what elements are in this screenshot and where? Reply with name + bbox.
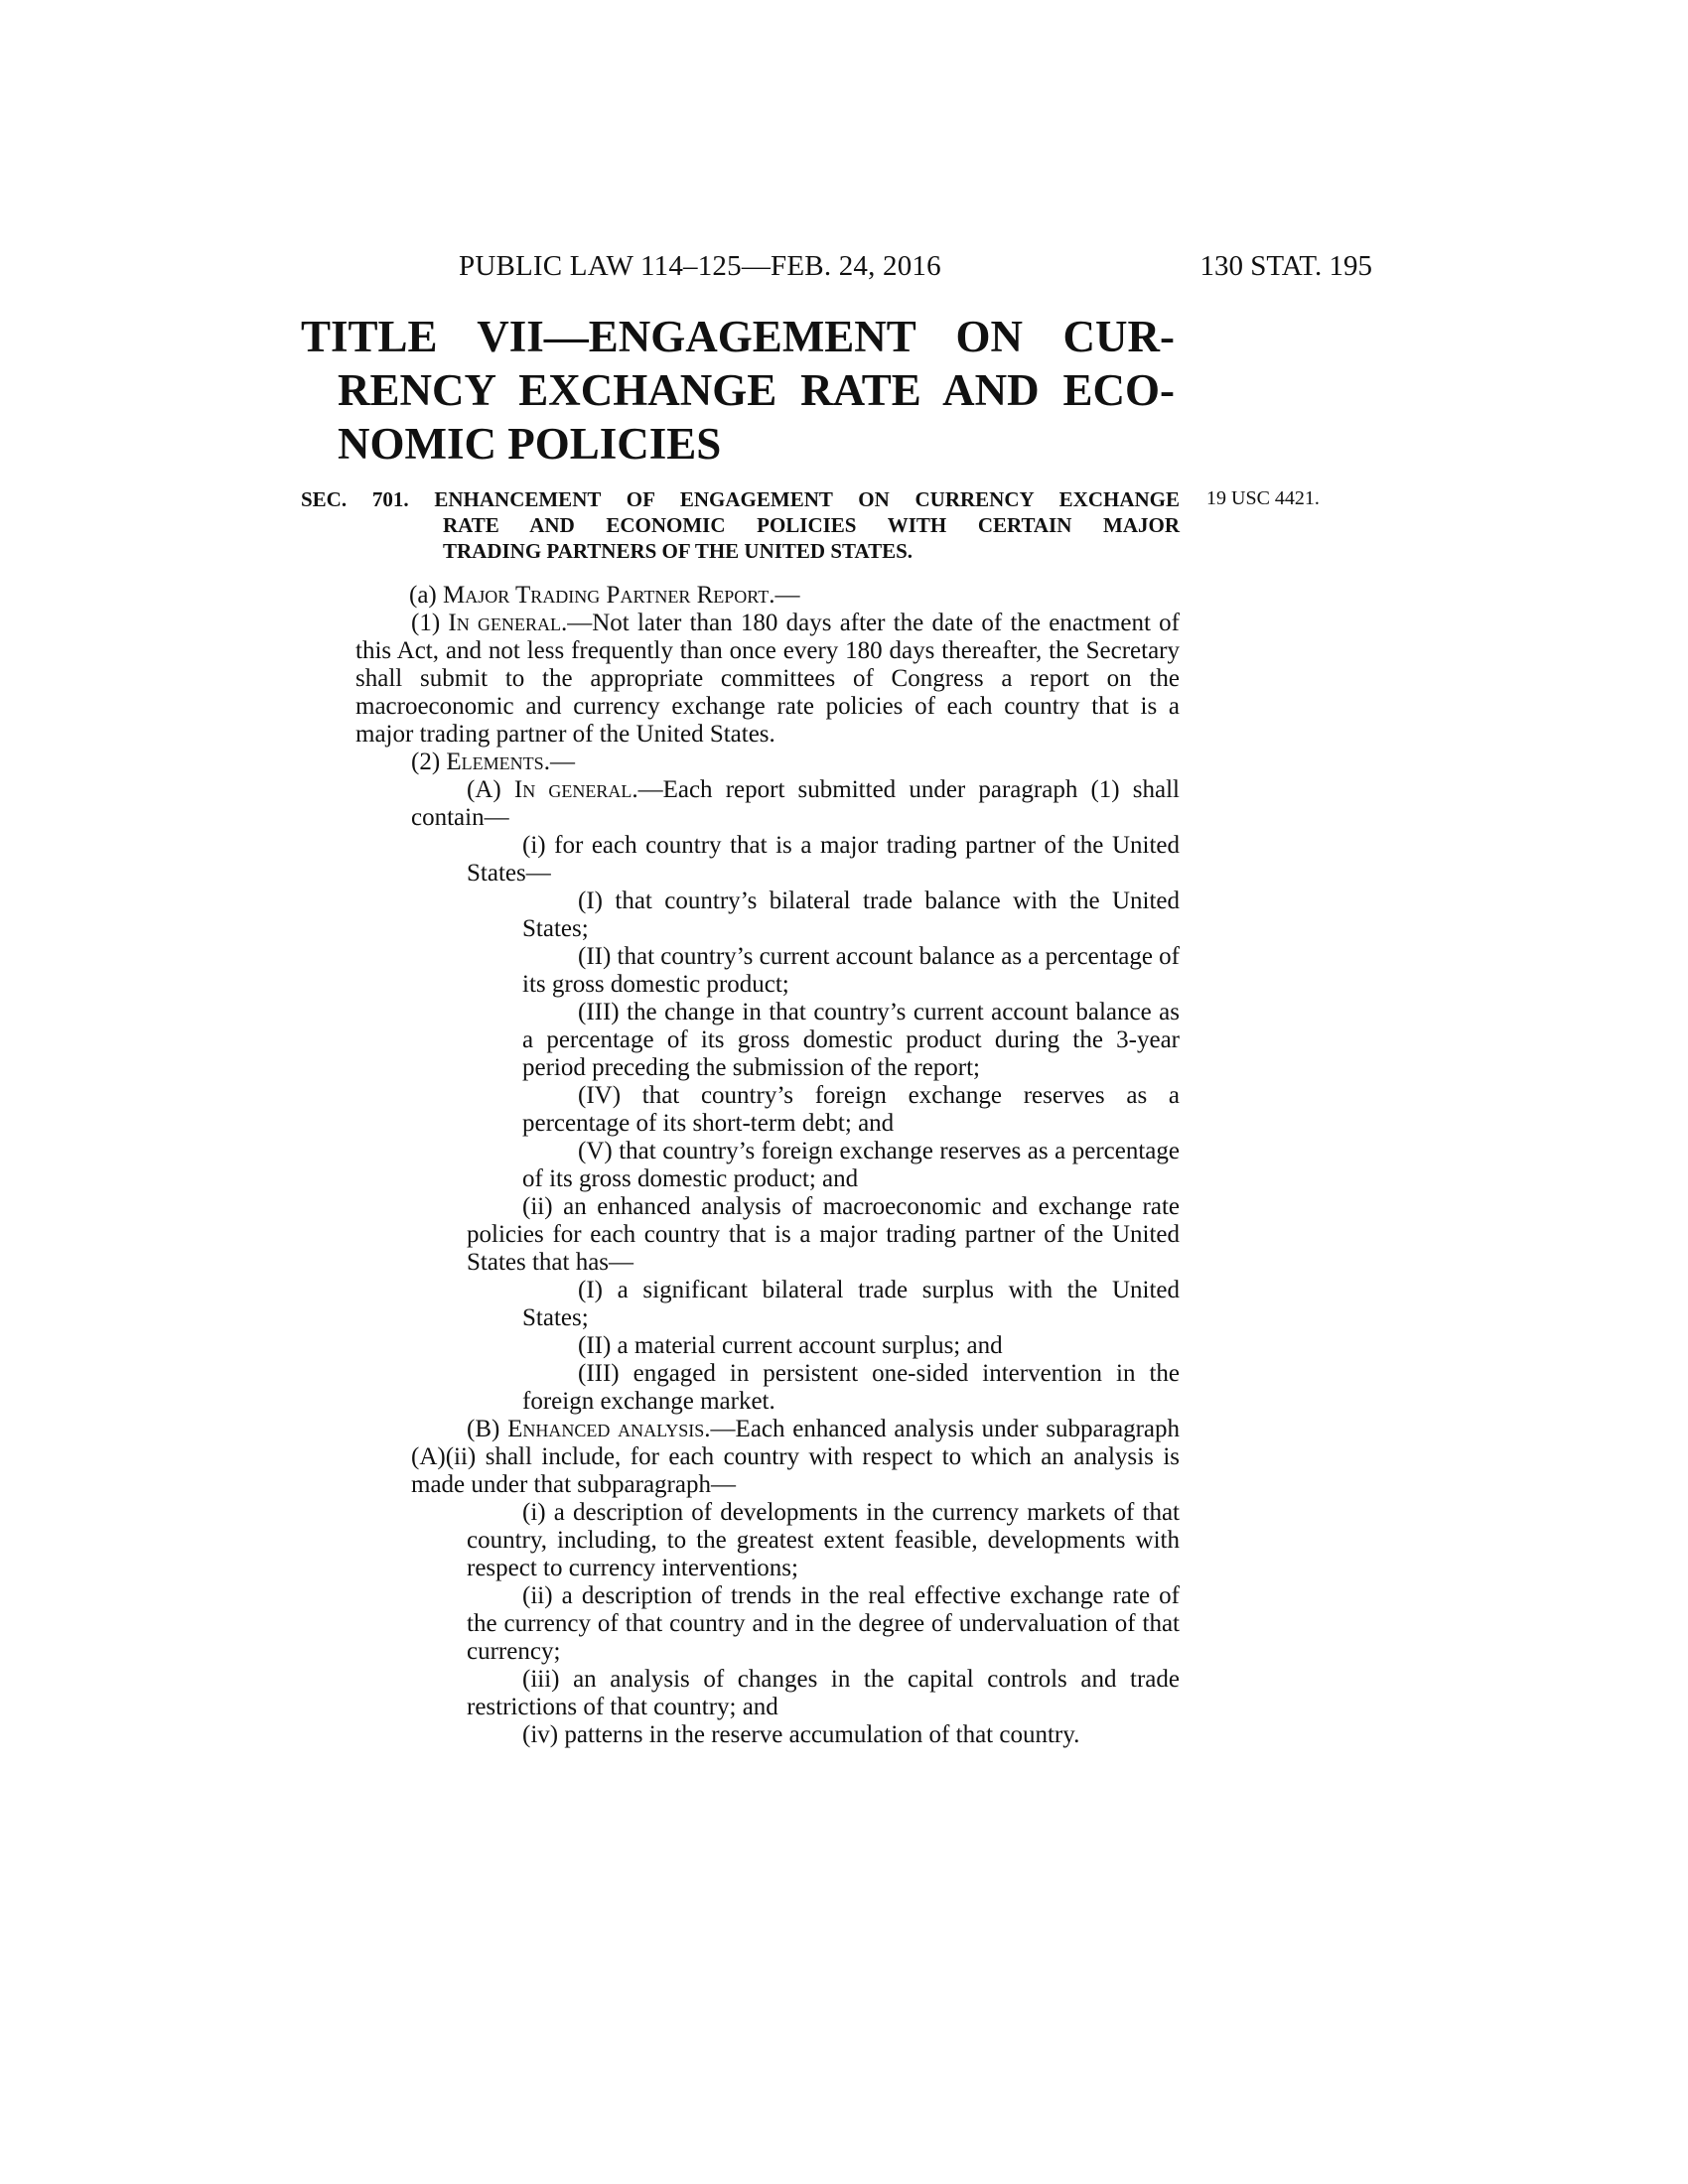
subsection-heading: Major Trading Partner Report [443, 582, 770, 609]
section-heading-line: RATE AND ECONOMIC POLICIES WITH CERTAIN MAJOR [443, 513, 1180, 537]
subsection-label: (a) [409, 582, 437, 609]
running-header: PUBLIC LAW 114–125—FEB. 24, 2016 [459, 250, 941, 282]
section-body [355, 582, 1180, 1749]
paragraph-2: (2) Elements.— [411, 749, 575, 775]
paragraph-heading: Elements [446, 749, 544, 775]
section-heading-line: SEC. 701. ENHANCEMENT OF ENGAGEMENT ON CURRENCY EXCHANGE [301, 487, 1180, 511]
subclause-V: (V) that country’s foreign exchange reserves as a percentage of its gross domestic product; and [522, 1138, 1180, 1192]
paragraph-label: (1) [411, 610, 441, 636]
subclause-II: (II) a material current account surplus; and [578, 1332, 1003, 1359]
clause-i: (i) for each country that is a major trading partner of the United States— [467, 832, 1180, 887]
clause-ii: (ii) a description of trends in the real effective exchange rate of the currency of that country and in the degree of undervaluation of that currency; [467, 1582, 1180, 1665]
subparagraph-text: Each enhanced analysis under subparagraph (A)(ii) shall include, for each country with respect to which an analysis is made under that subparagraph— [411, 1416, 1180, 1498]
section-heading [301, 486, 1180, 564]
clause-ii: (ii) an enhanced analysis of macroeconomic and exchange rate policies for each country that is a major trading partner of the United States that has— [467, 1193, 1180, 1276]
clause-i: (i) a description of developments in the currency markets of that country, including, to the greatest extent feasible, developments with respect to currency interventions; [467, 1499, 1180, 1581]
subsection-a: (a) Major Trading Partner Report.— [409, 582, 800, 609]
paragraph-heading: In general [448, 610, 561, 636]
page-number: 130 STAT. 195 [1199, 250, 1372, 282]
subclause-III: (III) the change in that country’s current account balance as a percentage of its gross domestic product during the 3-year period preceding the submission of the report; [522, 999, 1180, 1081]
paragraph-1: (1) In general.—Not later than 180 days after the date of the enactment of this Act, and not less frequently than once every 180 days thereafter, the Secretary shall submit to the appropriate committees of Congress a report on the macroeconomic and currency exchange rate policies of each country that is a major trading partner of the United States. [355, 610, 1181, 748]
subclause-I: (I) a significant bilateral trade surplus with the United States; [522, 1277, 1180, 1331]
clause-iii: (iii) an analysis of changes in the capital controls and trade restrictions of that country; and [467, 1666, 1180, 1720]
title-line: TITLE VII—ENGAGEMENT ON CUR- [301, 312, 1175, 361]
subclause-IV: (IV) that country’s foreign exchange reserves as a percentage of its short-term debt; and [522, 1082, 1180, 1137]
title-line: RENCY EXCHANGE RATE AND ECO- [338, 365, 1175, 415]
clause-iv: (iv) patterns in the reserve accumulation of that country. [522, 1721, 1080, 1748]
paragraph-text: Not later than 180 days after the date of the enactment of this Act, and not less frequently than once every 180 days thereafter, the Secretary shall submit to the appropriate committees of Congress a report on the macroeconomic and currency exchange rate policies of each country that is a major trading partner of the United States. [355, 610, 1181, 748]
subparagraph-B: (B) Enhanced analysis.—Each enhanced analysis under subparagraph (A)(ii) shall include, for each country with respect to which an analysis is made under that subparagraph— [411, 1416, 1180, 1498]
title-heading [301, 310, 1175, 471]
section-heading-line: TRADING PARTNERS OF THE UNITED STATES. [443, 539, 914, 563]
subparagraph-heading: Enhanced analysis [507, 1416, 705, 1442]
subparagraph-text: Each report submitted under paragraph (1) shall contain— [411, 776, 1180, 831]
usc-margin-note: 19 USC 4421. [1206, 487, 1320, 509]
subparagraph-A: (A) In general.—Each report submitted under paragraph (1) shall contain— [411, 776, 1180, 831]
subclause-II: (II) that country’s current account balance as a percentage of its gross domestic product; [522, 943, 1180, 998]
title-line: NOMIC POLICIES [338, 419, 722, 469]
subparagraph-heading: In general [513, 776, 633, 803]
subparagraph-label: (B) [467, 1416, 500, 1442]
subparagraph-label: (A) [467, 776, 501, 803]
subclause-I: (I) that country’s bilateral trade balance with the United States; [522, 887, 1180, 942]
paragraph-label: (2) [411, 749, 441, 775]
subclause-III: (III) engaged in persistent one-sided intervention in the foreign exchange market. [522, 1360, 1180, 1415]
